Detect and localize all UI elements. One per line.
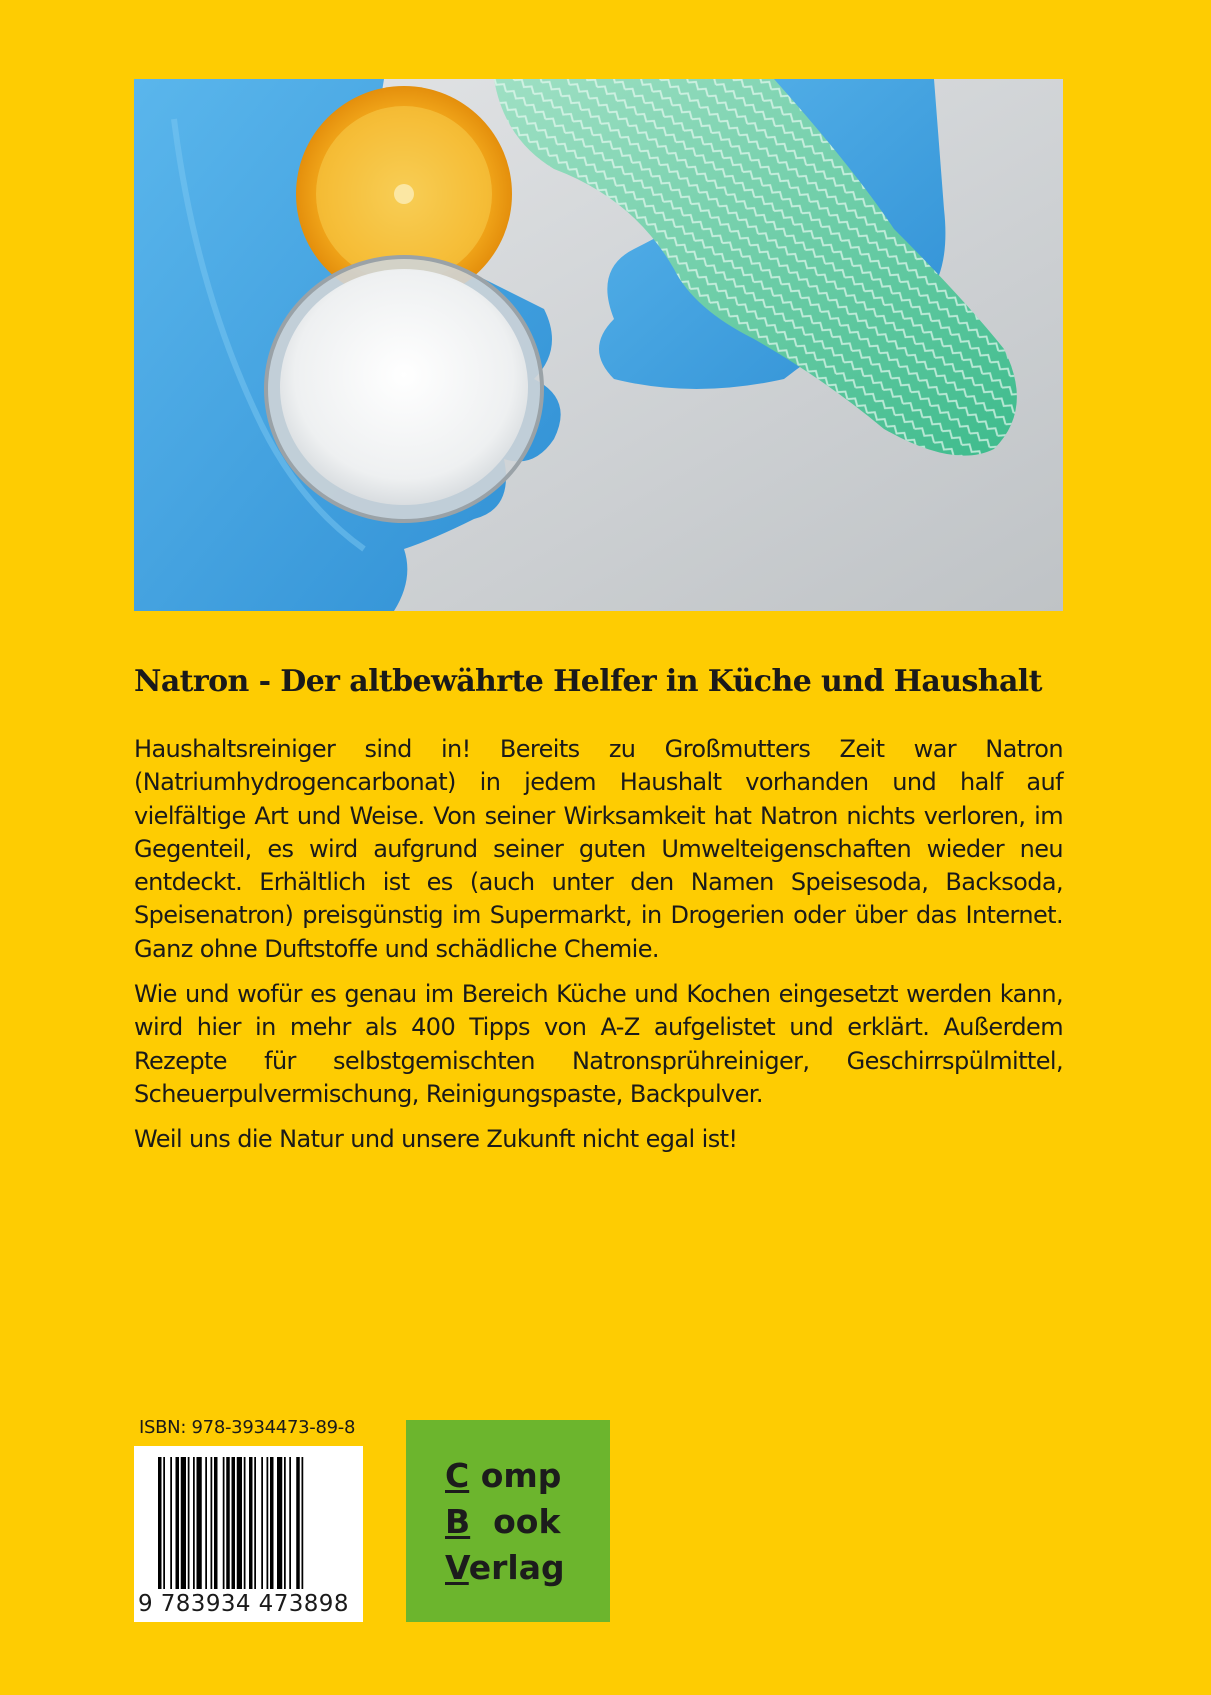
barcode-bar bbox=[163, 1457, 165, 1589]
barcode-bar bbox=[254, 1457, 256, 1589]
barcode-bar bbox=[223, 1457, 225, 1589]
barcode bbox=[134, 1446, 363, 1622]
paragraph-closing: Weil uns die Natur und unsere Zukunft nicht egal ist! bbox=[134, 1125, 738, 1154]
barcode-bar bbox=[211, 1457, 213, 1589]
barcode-bar bbox=[205, 1457, 207, 1589]
logo-line-book: B ook bbox=[445, 1502, 561, 1541]
barcode-bar bbox=[197, 1457, 202, 1589]
barcode-bar bbox=[214, 1457, 218, 1589]
paragraph-intro: Haushaltsreiniger sind in! Bereits zu Großmutters Zeit war Natron (Natriumhydrogencarbonat) in jedem Haushalt vorhanden und half auf vielfältige Art und Weise. Von seiner Wirksamkeit hat Natron nichts verloren, im Gegenteil, es wird aufgrund seiner guten Umwelteigenschaften wieder neu entdeckt. Erhältlich ist es (auch unter den Namen Speisesoda, Backsoda, Speisenatron) preisgünstig im Supermarkt, in Drogerien oder über das Internet. Ganz ohne Duftstoffe und schädliche Chemie. bbox=[134, 735, 1063, 963]
barcode-bar bbox=[284, 1457, 286, 1589]
barcode-bar bbox=[244, 1457, 246, 1589]
barcode-bar bbox=[170, 1457, 172, 1589]
barcode-digits: 9 783934 473898 bbox=[138, 1591, 349, 1617]
barcode-bar bbox=[181, 1457, 186, 1589]
cover-photo bbox=[134, 79, 1063, 611]
logo-line-verlag: Verlag bbox=[445, 1548, 565, 1587]
barcode-bar bbox=[267, 1457, 269, 1589]
barcode-bar bbox=[193, 1457, 195, 1589]
barcode-bar bbox=[270, 1457, 274, 1589]
publisher-logo bbox=[406, 1420, 610, 1622]
photo-gloves-lemon-baking-soda-cloth bbox=[134, 79, 1063, 611]
description-text bbox=[134, 733, 1063, 1169]
barcode-bar bbox=[249, 1457, 253, 1589]
barcode-bar bbox=[232, 1457, 236, 1589]
logo-line-comp: C omp bbox=[445, 1456, 562, 1495]
barcode-bar bbox=[188, 1457, 190, 1589]
barcode-bars bbox=[158, 1457, 340, 1589]
barcode-bar bbox=[296, 1457, 300, 1589]
barcode-bar bbox=[277, 1457, 282, 1589]
barcode-bar bbox=[158, 1457, 162, 1589]
paragraph-usage: Wie und wofür es genau im Bereich Küche und Kochen eingesetzt werden kann, wird hier in mehr als 400 Tipps von A-Z aufgelistet und erklärt. Außerdem Rezepte für selbstgemischten Natronsprühreiniger, Geschirrspülmittel, Scheuerpulvermischung, Reinigungspaste, Backpulver. bbox=[134, 980, 1063, 1108]
barcode-bar bbox=[261, 1457, 263, 1589]
barcode-bar bbox=[302, 1457, 304, 1589]
page-title: Natron - Der altbewährte Helfer in Küche und Haushalt bbox=[134, 664, 1042, 699]
barcode-bar bbox=[237, 1457, 242, 1589]
barcode-bar bbox=[226, 1457, 230, 1589]
barcode-bar bbox=[176, 1457, 180, 1589]
isbn-label: ISBN: 978-3934473-89-8 bbox=[139, 1417, 356, 1438]
barcode-bar bbox=[289, 1457, 291, 1589]
